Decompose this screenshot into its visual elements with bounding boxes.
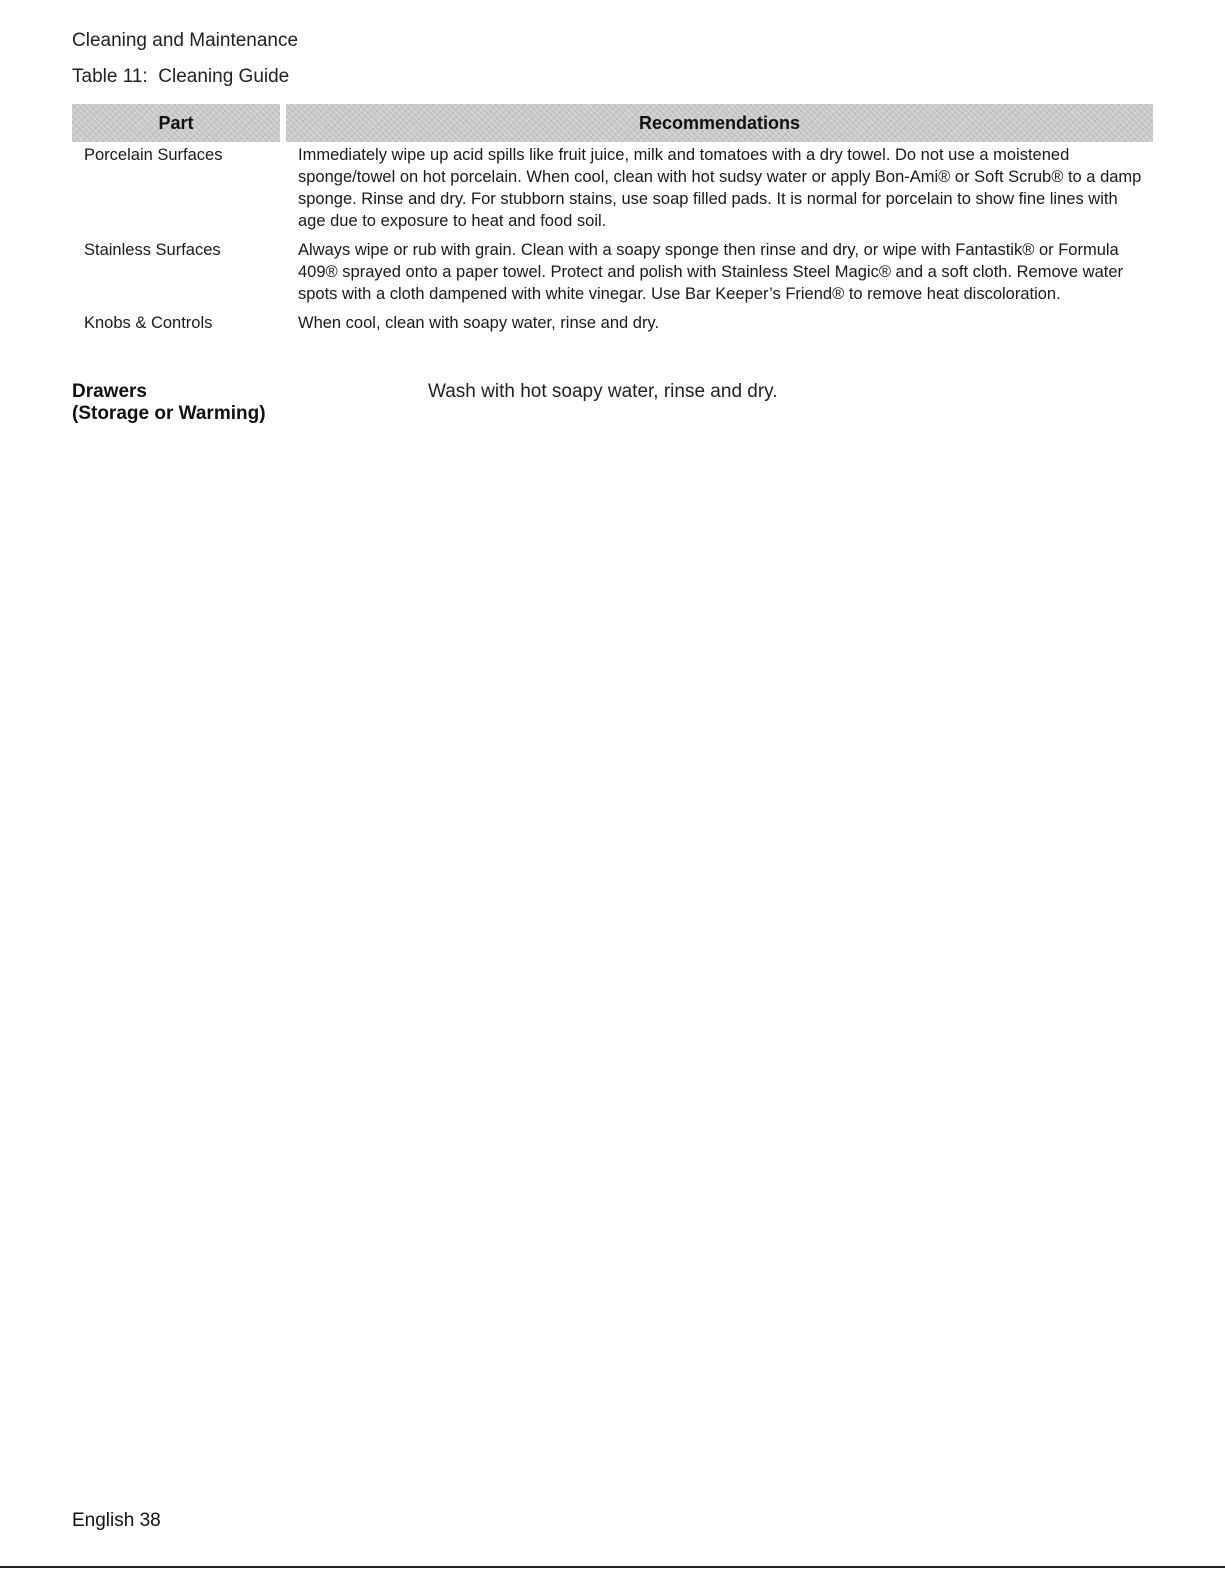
- drawers-part-line1: Drawers: [72, 381, 147, 402]
- drawers-part-label: [72, 381, 266, 425]
- page-footer: English 38: [72, 1510, 161, 1531]
- table-row: [72, 142, 1153, 239]
- drawers-recommendation: Wash with hot soapy water, rinse and dry.: [428, 381, 778, 402]
- header-recommendations: Recommendations: [286, 104, 1153, 142]
- section-title: Cleaning and Maintenance: [72, 30, 299, 51]
- header-part: Part: [72, 104, 286, 142]
- recommendation-cell: When cool, clean with soapy water, rinse and dry.: [298, 314, 660, 332]
- table-caption: Table 11: Cleaning Guide: [72, 66, 290, 87]
- part-cell: Stainless Surfaces: [84, 241, 221, 259]
- recommendation-cell: Immediately wipe up acid spills like fruit juice, milk and tomatoes with a dry towel. Do not use a moistened sponge/towel on hot porcelain. When cool, clean with hot sudsy water or apply Bon-Ami® or Soft Scrub® to a damp sponge. Rinse and dry. For stubborn stains, use soap filled pads. It is normal for porcelain to show fine lines with age due to exposure to heat and food soil.: [298, 146, 1142, 230]
- part-cell: Knobs & Controls: [84, 314, 213, 332]
- table-header-row: [72, 104, 1153, 142]
- drawers-part-line2: (Storage or Warming): [72, 403, 266, 424]
- table-row: [72, 312, 1153, 341]
- table-row: [72, 239, 1153, 312]
- cleaning-guide-table: [72, 104, 1153, 341]
- part-cell: Porcelain Surfaces: [84, 146, 223, 164]
- recommendation-cell: Always wipe or rub with grain. Clean with a soapy sponge then rinse and dry, or wipe with Fantastik® or Formula 409® sprayed onto a paper towel. Protect and polish with Stainless Steel Magic® and a soft cloth. Remove water spots with a cloth dampened with white vinegar. Use Bar Keeper’s Friend® to remove heat discoloration.: [298, 241, 1124, 303]
- bottom-rule: [0, 1566, 1225, 1568]
